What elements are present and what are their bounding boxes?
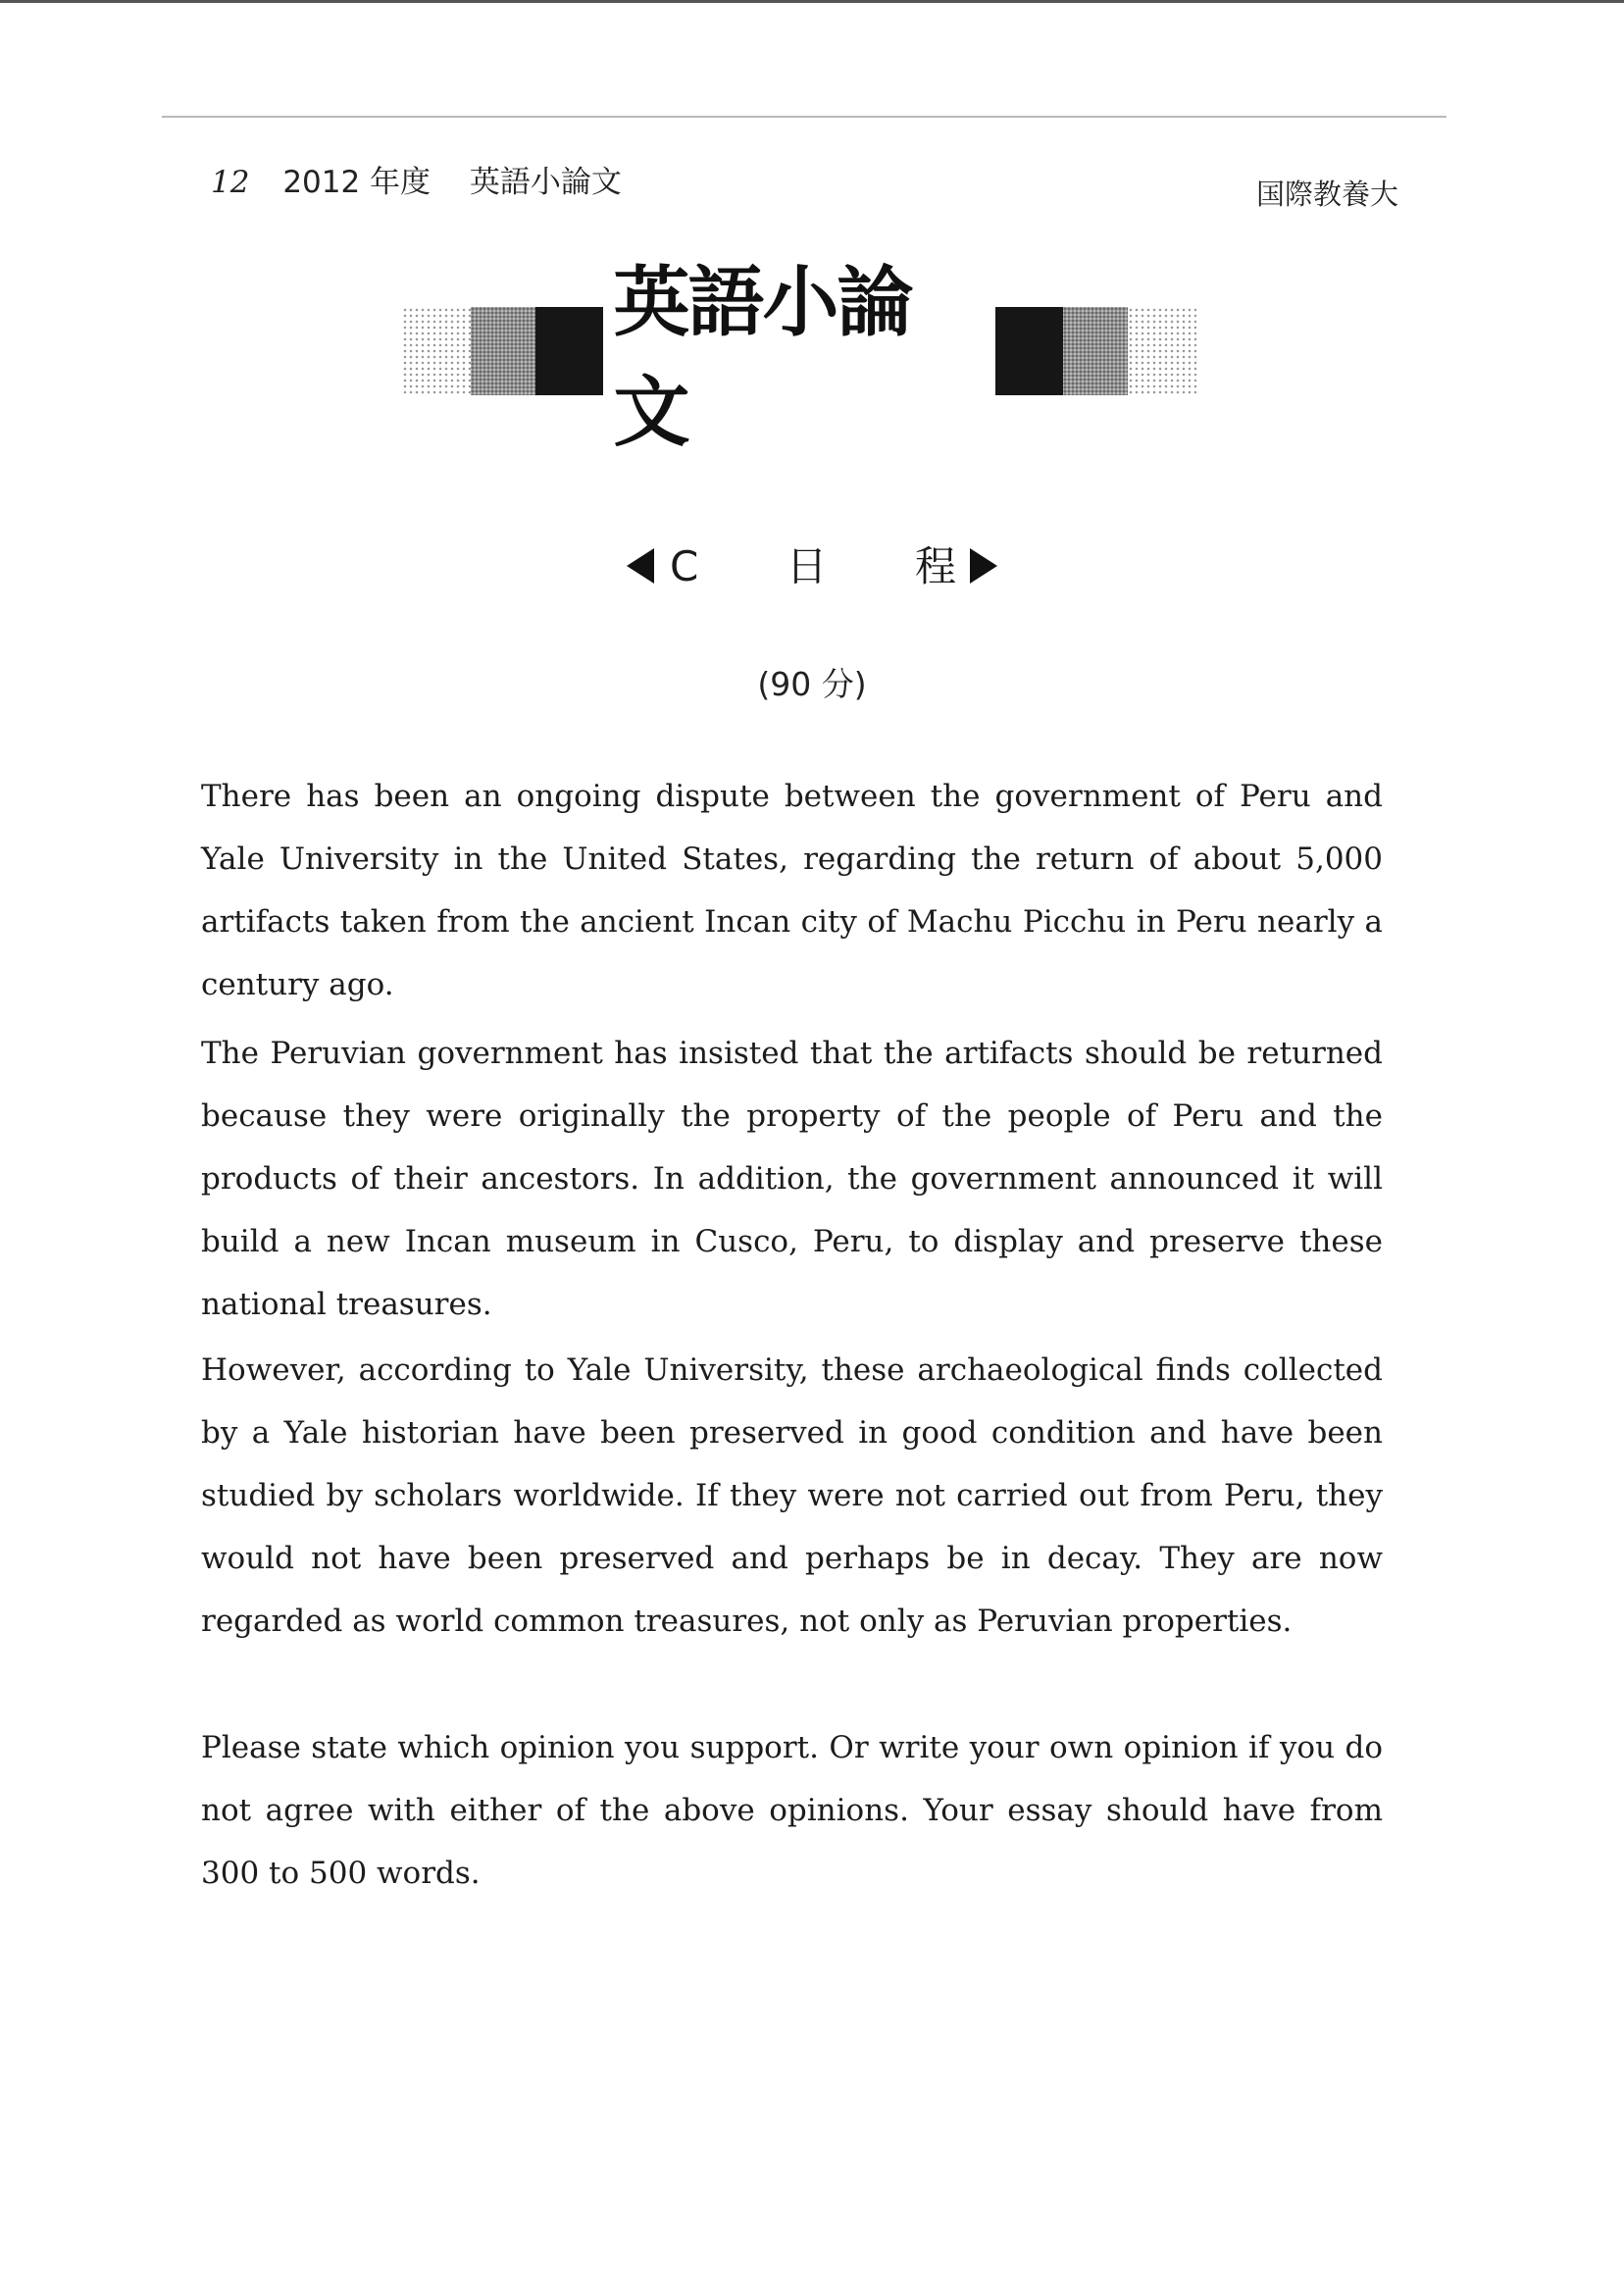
university-name: 国際教養大: [1255, 178, 1398, 211]
header-rule: [162, 116, 1446, 118]
banner-grey-right: [1063, 307, 1128, 395]
time-limit: (90 分): [757, 665, 867, 703]
paragraph-1: There has been an ongoing dispute between the government of Peru and Yale University in the United States, regarding the return of about 5,000 artifacts taken from the ancient Incan city of Machu Picchu in Peru nearly a century ago.: [201, 779, 1383, 1002]
page-number: 12: [211, 165, 250, 200]
session-heading: [0, 535, 1624, 593]
triangle-right-icon: [970, 548, 997, 584]
paragraph-2: The Peruvian government has insisted that the artifacts should be returned because they were originally the property of the people of Peru and the products of their ancestors. In addition, the government announced it will build a new Incan museum in Cusco, Peru, to display and preserve these national treasures.: [201, 1036, 1383, 1322]
banner-grey-left: [471, 307, 535, 395]
exam-year: 2012 年度: [282, 165, 431, 200]
paragraph-4: Please state which opinion you support. Or write your own opinion if you do not agree with either of the above opinions. Your essay should have from 300 to 500 words.: [201, 1730, 1383, 1891]
header-subject: 英語小論文: [469, 165, 622, 200]
banner-dots-left: [402, 307, 471, 395]
title-banner: [402, 259, 1196, 457]
triangle-left-icon: [627, 548, 654, 584]
page-title: 英語小論文: [613, 259, 912, 457]
banner-block-right: [995, 307, 1064, 395]
session-label: C 日 程: [669, 542, 994, 590]
page-edge: [0, 0, 1624, 3]
banner-block-left: [535, 307, 604, 395]
running-header: [211, 157, 622, 201]
paragraph-3: However, according to Yale University, these archaeological finds collected by a Yale historian have been preserved in good condition and have been studied by scholars worldwide. If they were not carried out from Peru, they would not have been preserved and perhaps be in decay. They are now regarded as world common treasures, not only as Peruvian properties.: [201, 1352, 1383, 1639]
banner-dots-right: [1128, 307, 1196, 395]
